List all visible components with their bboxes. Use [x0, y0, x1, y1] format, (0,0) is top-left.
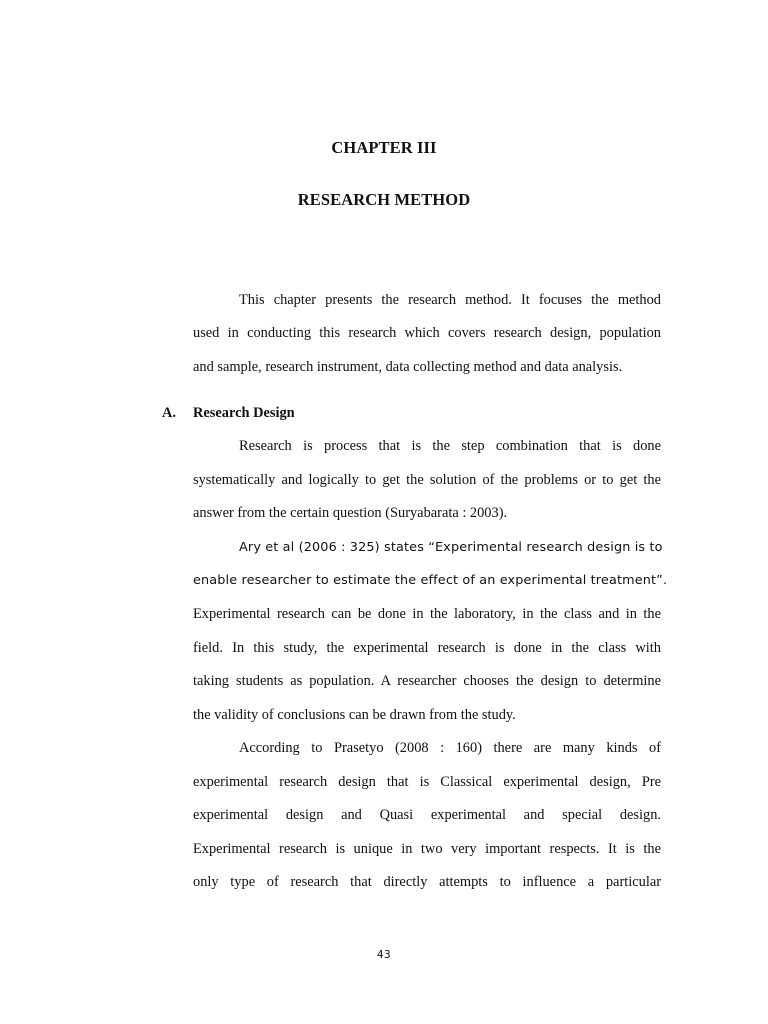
para1-line-1: Research is process that is the step combination that is done — [239, 438, 661, 454]
section-a-letter: A. — [162, 405, 176, 421]
intro-line-2: used in conducting this research which covers research design, population — [193, 325, 661, 341]
chapter-title: RESEARCH METHOD — [297, 190, 471, 209]
para3-line-3: experimental design and Quasi experimental and special design. — [193, 807, 661, 823]
para3-line-4: Experimental research is unique in two very important respects. It is the — [193, 841, 661, 857]
para2-line-5: taking students as population. A researcher chooses the design to determine — [193, 673, 661, 689]
para2-line-4: field. In this study, the experimental research is done in the class with — [193, 640, 661, 656]
para3-line-1: According to Prasetyo (2008 : 160) there are many kinds of — [239, 740, 661, 756]
para2-line-1: Ary et al (2006 : 325) states “Experimental research design is to — [239, 540, 663, 555]
para1-line-3: answer from the certain question (Suryabarata : 2003). — [193, 505, 508, 521]
intro-line-3: and sample, research instrument, data collecting method and data analysis. — [193, 359, 623, 375]
chapter-number: CHAPTER III — [331, 138, 437, 157]
para2-line-2: enable researcher to estimate the effect of an experimental treatment”. — [193, 573, 668, 588]
para3-line-2: experimental research design that is Classical experimental design, Pre — [193, 774, 661, 790]
para1-line-2: systematically and logically to get the solution of the problems or to get the — [193, 472, 661, 488]
section-a-title: Research Design — [193, 405, 295, 421]
para2-line-6: the validity of conclusions can be drawn from the study. — [193, 707, 516, 723]
para3-line-5: only type of research that directly attempts to influence a particular — [193, 874, 661, 890]
para2-line-3: Experimental research can be done in the laboratory, in the class and in the — [193, 606, 661, 622]
page-number: 43 — [376, 948, 392, 961]
intro-line-1: This chapter presents the research method. It focuses the method — [239, 292, 661, 308]
